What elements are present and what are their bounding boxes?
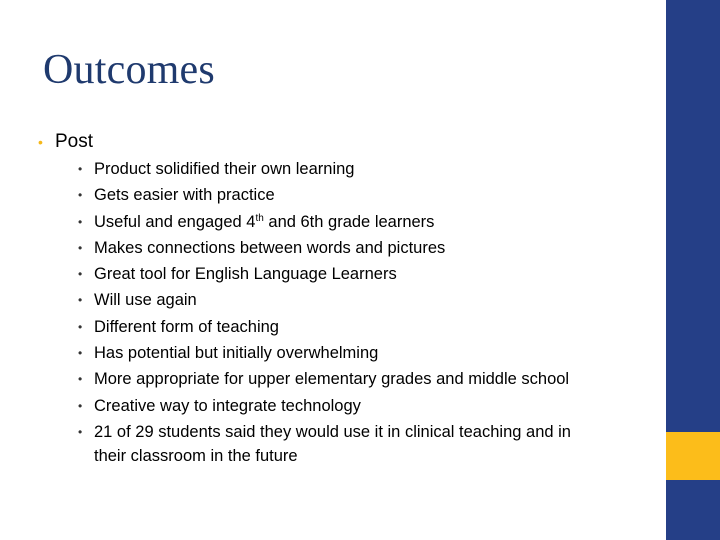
- bullet-dot-icon: •: [78, 398, 83, 413]
- list-item: [78, 419, 658, 467]
- list-item-text: Product solidified their own learning: [94, 160, 355, 178]
- bullet-dot-icon: •: [78, 372, 83, 387]
- bullet-post-label: Post: [55, 131, 94, 152]
- list-item-text-pre: Useful and engaged 4: [94, 212, 256, 231]
- list-item: [78, 393, 658, 419]
- bullet-dot-icon: •: [78, 188, 83, 203]
- bullet-dot-icon: •: [78, 293, 83, 308]
- list-item-text: Creative way to integrate technology: [94, 396, 361, 415]
- list-item: [78, 314, 658, 340]
- bullet-dot-icon: •: [38, 134, 43, 150]
- list-item-text: Makes connections between words and pictures: [94, 238, 446, 257]
- bullet-dot-icon: •: [78, 346, 83, 361]
- list-item: [78, 340, 658, 366]
- list-item-text-line1: 21 of 29 students said they would use it in clinical teaching and in: [94, 422, 571, 441]
- bullet-dot-icon: •: [78, 240, 83, 255]
- list-item-text: Different form of teaching: [94, 317, 279, 336]
- list-item: [78, 182, 658, 208]
- list-item: [78, 156, 658, 182]
- slide-title: Outcomes: [43, 47, 215, 93]
- sidebar-blue-bottom: [666, 480, 720, 540]
- list-item: [78, 366, 658, 392]
- list-item-superscript: th: [255, 212, 264, 224]
- outcomes-list: [78, 156, 658, 467]
- bullet-dot-icon: •: [78, 267, 83, 282]
- bullet-dot-icon: •: [78, 319, 83, 334]
- list-item: [78, 209, 658, 235]
- list-item: [78, 235, 658, 261]
- bullet-post: [38, 130, 94, 154]
- list-item: [78, 287, 658, 313]
- list-item-text-line2: their classroom in the future: [94, 447, 298, 466]
- bullet-dot-icon: •: [78, 162, 83, 176]
- bullet-dot-icon: •: [78, 424, 83, 439]
- bullet-dot-icon: •: [78, 214, 83, 229]
- sidebar-blue-top: [666, 0, 720, 432]
- list-item-text: Gets easier with practice: [94, 186, 275, 205]
- list-item: [78, 261, 658, 287]
- list-item-text: More appropriate for upper elementary grades and middle school: [94, 370, 570, 389]
- list-item-text: Has potential but initially overwhelming: [94, 344, 379, 363]
- sidebar-gold-accent: [666, 432, 720, 480]
- list-item-text: Will use again: [94, 291, 197, 310]
- list-item-text: Great tool for English Language Learners: [94, 265, 397, 284]
- list-item-text-post: and 6th grade learners: [263, 212, 435, 231]
